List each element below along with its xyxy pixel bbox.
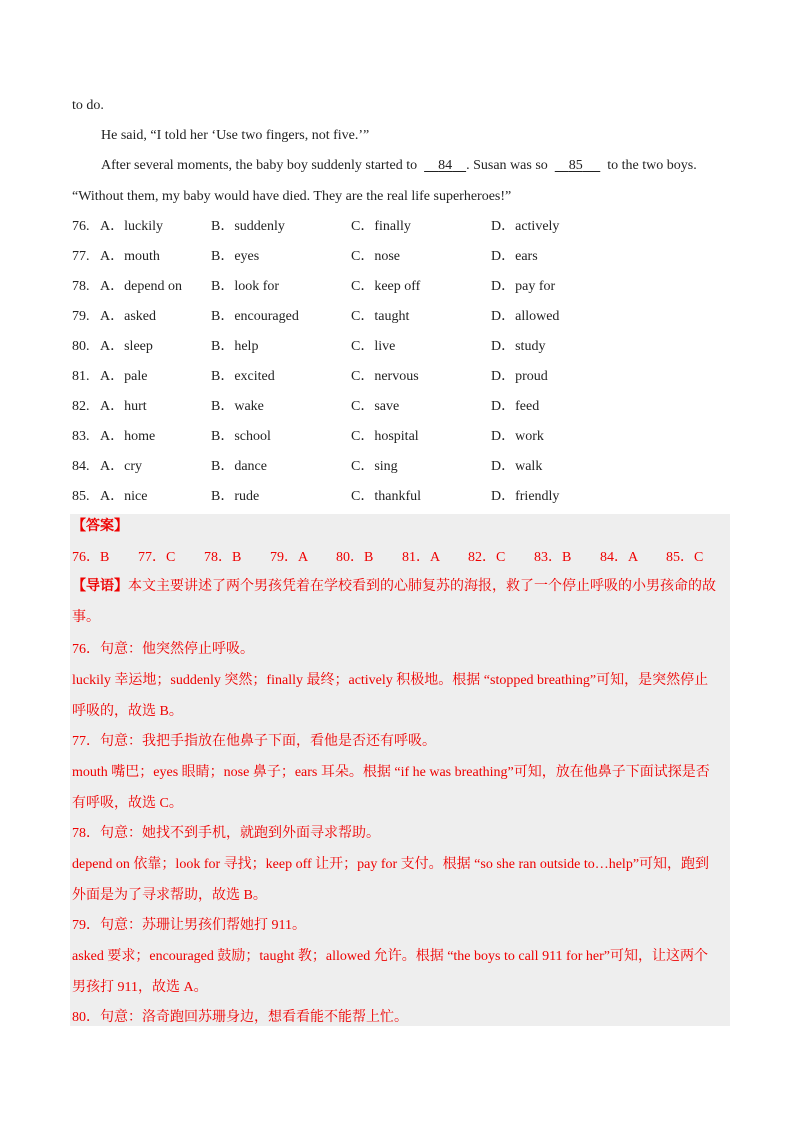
option-c: C．live	[351, 339, 396, 354]
option-b: B．excited	[211, 369, 275, 384]
answer-key: 79．A	[270, 550, 309, 565]
option-c: C．thankful	[351, 489, 421, 504]
option-c: C．sing	[351, 459, 398, 474]
explanation-line: luckily 幸运地；suddenly 突然；finally 最终；actively 积极地。根据 “stopped breathing”可知，是突然停止	[72, 673, 709, 688]
option-d: D．actively	[491, 219, 560, 234]
option-a: A．pale	[100, 369, 148, 384]
option-b: B．rude	[211, 489, 260, 504]
guide-line: 事。	[72, 610, 100, 625]
answer-key: 82．C	[468, 550, 506, 565]
option-d: D．proud	[491, 369, 548, 384]
blank-84	[424, 156, 466, 176]
option-b: B．suddenly	[211, 219, 285, 234]
explanation-title: 79．句意：苏珊让男孩们帮她打 911。	[72, 918, 306, 933]
question-number: 83.	[72, 429, 90, 444]
option-b: B．encouraged	[211, 309, 299, 324]
blank-85	[555, 156, 601, 176]
answer-key: 84．A	[600, 550, 639, 565]
option-a: A．hurt	[100, 399, 147, 414]
option-c: C．keep off	[351, 279, 421, 294]
passage-text: to the two boys.	[607, 158, 697, 173]
option-d: D．friendly	[491, 489, 560, 504]
question-number: 82.	[72, 399, 90, 414]
option-a: A．cry	[100, 459, 142, 474]
answer-key: 78．B	[204, 550, 242, 565]
question-number: 84.	[72, 459, 90, 474]
option-a: A．luckily	[100, 219, 163, 234]
option-c: C．nose	[351, 249, 400, 264]
option-c: C．nervous	[351, 369, 419, 384]
answer-key-row	[72, 548, 722, 568]
question-number: 85.	[72, 489, 90, 504]
option-c: C．taught	[351, 309, 410, 324]
passage-line: “Without them, my baby would have died. They are the real life superheroes!”	[72, 189, 512, 204]
guide-label: 【导语】	[72, 579, 128, 594]
option-c: C．finally	[351, 219, 411, 234]
option-a: A．mouth	[100, 249, 160, 264]
explanation-title: 76．句意：他突然停止呼吸。	[72, 642, 254, 657]
explanation-line: 男孩打 911，故选 A。	[72, 980, 208, 995]
option-d: D．study	[491, 339, 546, 354]
explanation-line: 外面是为了寻求帮助，故选 B。	[72, 888, 267, 903]
explanation-line: mouth 嘴巴；eyes 眼睛；nose 鼻子；ears 耳朵。根据 “if he was breathing”可知，放在他鼻子下面试探是否	[72, 765, 710, 780]
option-b: B．eyes	[211, 249, 260, 264]
passage-line: to do.	[72, 98, 104, 113]
option-d: D．work	[491, 429, 544, 444]
option-b: B．help	[211, 339, 259, 354]
question-number: 76.	[72, 219, 90, 234]
answer-key: 83．B	[534, 550, 572, 565]
option-a: A．depend on	[100, 279, 183, 294]
explanation-line: depend on 依靠；look for 寻找；keep off 让开；pay for 支付。根据 “so she ran outside to…help”可知，跑到	[72, 857, 710, 872]
option-b: B．wake	[211, 399, 264, 414]
answer-key: 76．B	[72, 550, 110, 565]
option-a: A．asked	[100, 309, 156, 324]
explanation-line: 有呼吸，故选 C。	[72, 796, 183, 811]
question-number: 80.	[72, 339, 90, 354]
option-c: C．save	[351, 399, 400, 414]
option-d: D．allowed	[491, 309, 560, 324]
option-b: B．dance	[211, 459, 267, 474]
question-number: 78.	[72, 279, 90, 294]
option-b: B．look for	[211, 279, 280, 294]
option-d: D．pay for	[491, 279, 556, 294]
explanation-title: 77．句意：我把手指放在他鼻子下面，看他是否还有呼吸。	[72, 734, 436, 749]
question-number: 79.	[72, 309, 90, 324]
passage-line: He said, “I told her ‘Use two fingers, not five.’”	[101, 128, 370, 143]
passage-text: . Susan was so	[466, 158, 548, 173]
blank-number: 85	[568, 158, 583, 173]
answer-key: 77．C	[138, 550, 176, 565]
option-a: A．nice	[100, 489, 148, 504]
explanation-title: 78．句意：她找不到手机，就跑到外面寻求帮助。	[72, 826, 380, 841]
answer-heading: 【答案】	[72, 519, 128, 534]
question-number: 81.	[72, 369, 90, 384]
option-b: B．school	[211, 429, 271, 444]
question-number: 77.	[72, 249, 90, 264]
blank-number: 84	[438, 158, 453, 173]
option-d: D．walk	[491, 459, 543, 474]
passage-text: After several moments, the baby boy suddenly started to	[101, 158, 418, 173]
option-d: D．ears	[491, 249, 538, 264]
answer-key: 85．C	[666, 550, 704, 565]
option-d: D．feed	[491, 399, 540, 414]
explanation-line: asked 要求；encouraged 鼓励；taught 教；allowed 允许。根据 “the boys to call 911 for her”可知，让这两个	[72, 949, 708, 964]
explanation-title: 80．句意：洛奇跑回苏珊身边，想看看能不能帮上忙。	[72, 1010, 408, 1025]
explanation-line: 呼吸的，故选 B。	[72, 704, 183, 719]
answer-section	[70, 514, 730, 1026]
guide-line	[72, 577, 716, 597]
guide-text: 本文主要讲述了两个男孩凭着在学校看到的心肺复苏的海报，救了一个停止呼吸的小男孩命的故	[128, 579, 716, 594]
answer-key: 81．A	[402, 550, 441, 565]
option-a: A．sleep	[100, 339, 153, 354]
option-c: C．hospital	[351, 429, 419, 444]
option-a: A．home	[100, 429, 156, 444]
answer-key: 80．B	[336, 550, 374, 565]
passage-line	[101, 156, 697, 176]
